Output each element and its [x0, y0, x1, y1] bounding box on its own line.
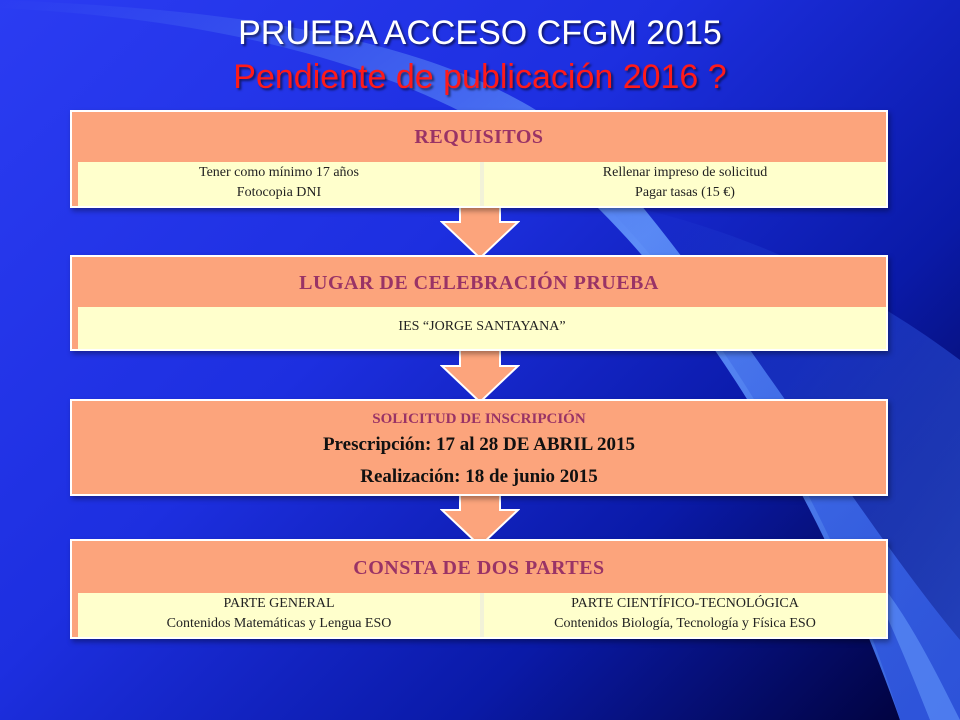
lugar-row	[78, 307, 886, 349]
solicitud-box	[70, 399, 888, 496]
lugar-box	[70, 255, 888, 351]
requisitos-left-line: Tener como mínimo 17 años	[199, 165, 359, 180]
slide-subtitle: Pendiente de publicación 2016 ?	[233, 58, 727, 96]
lugar-header: LUGAR DE CELEBRACIÓN PRUEBA	[299, 272, 659, 294]
realizacion-text: Realización: 18 de junio 2015	[360, 466, 598, 487]
parte-general-content: Contenidos Matemáticas y Lengua ESO	[166, 616, 392, 631]
slide-title: PRUEBA ACCESO CFGM 2015	[238, 14, 722, 52]
requisitos-left-line: Fotocopia DNI	[236, 185, 322, 200]
partes-box	[70, 539, 888, 639]
lugar-value: IES “JORGE SANTAYANA”	[398, 319, 566, 334]
requisitos-row	[78, 162, 886, 206]
partes-right-cell	[480, 593, 886, 637]
parte-cientifica-title: PARTE CIENTÍFICO-TECNOLÓGICA	[571, 596, 799, 611]
requisitos-right-line: Rellenar impreso de solicitud	[602, 165, 768, 180]
solicitud-header: SOLICITUD DE INSCRIPCIÓN	[372, 411, 586, 427]
requisitos-box	[70, 110, 888, 208]
requisitos-left-cell	[78, 162, 480, 206]
requisitos-right-cell	[480, 162, 886, 206]
parte-cientifica-content: Contenidos Biología, Tecnología y Física ESO	[554, 616, 816, 631]
down-arrow-icon	[440, 204, 520, 260]
parte-general-title: PARTE GENERAL	[223, 596, 335, 611]
requisitos-header: REQUISITOS	[414, 126, 544, 148]
partes-header: CONSTA DE DOS PARTES	[353, 557, 605, 579]
requisitos-right-line: Pagar tasas (15 €)	[635, 185, 735, 200]
prescripcion-text: Prescripción: 17 al 28 DE ABRIL 2015	[322, 434, 636, 455]
down-arrow-icon	[440, 348, 520, 404]
partes-left-cell	[78, 593, 480, 637]
partes-row	[78, 593, 886, 637]
